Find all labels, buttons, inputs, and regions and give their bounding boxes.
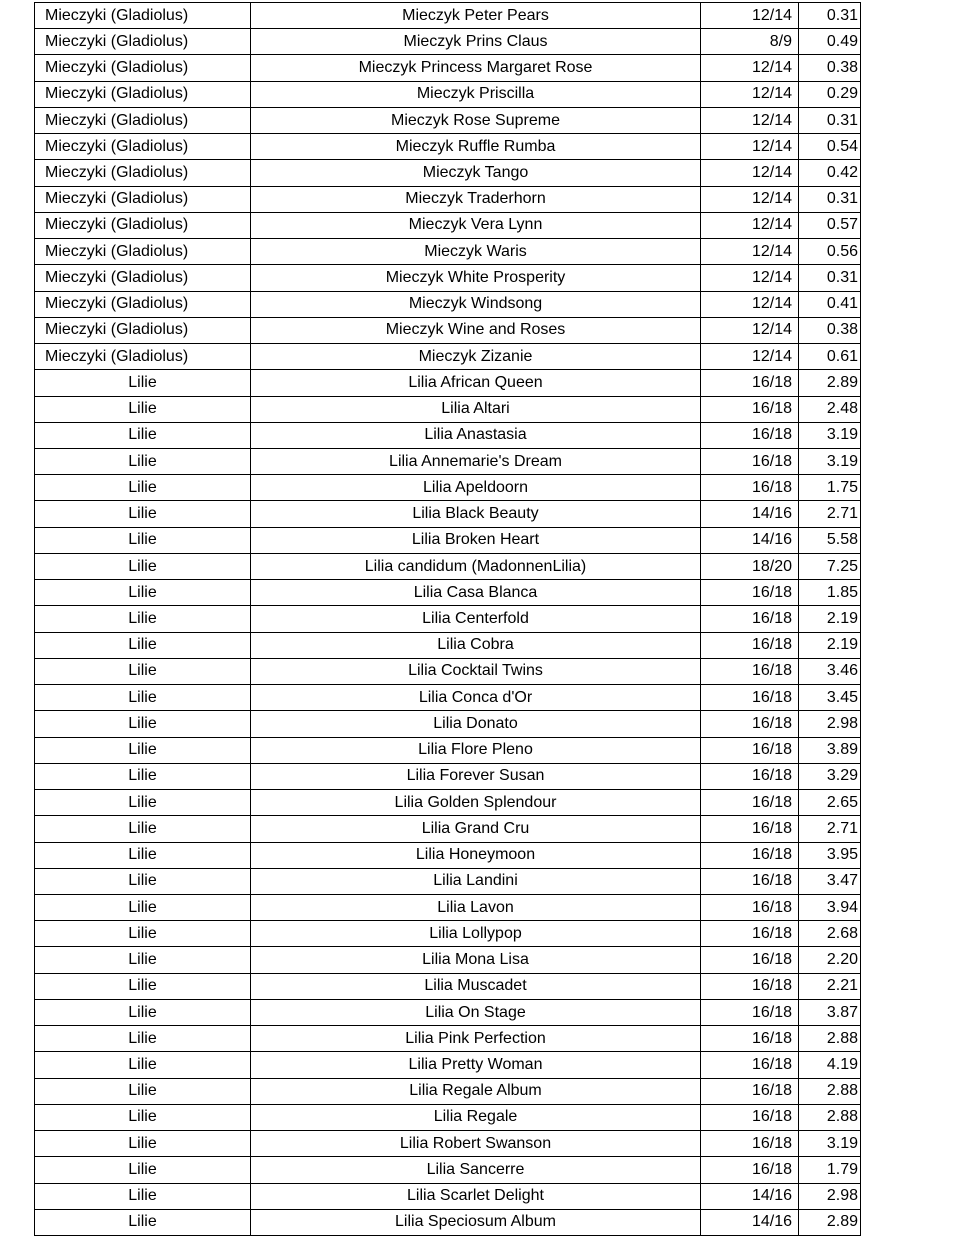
bulb-size-cell: 12/14	[701, 317, 799, 343]
table-row	[35, 816, 861, 842]
table-row	[35, 55, 861, 81]
category-cell: Lilie	[35, 842, 251, 868]
category-cell: Lilie	[35, 790, 251, 816]
price-cell: 4.19	[799, 1052, 861, 1078]
table-row	[35, 370, 861, 396]
variety-name-cell: Mieczyk Peter Pears	[251, 3, 701, 29]
price-cell: 2.20	[799, 947, 861, 973]
price-cell: 3.47	[799, 868, 861, 894]
bulb-size-cell: 16/18	[701, 842, 799, 868]
table-row	[35, 711, 861, 737]
table-row	[35, 422, 861, 448]
table-row	[35, 868, 861, 894]
category-cell: Lilie	[35, 1131, 251, 1157]
price-cell: 3.19	[799, 422, 861, 448]
price-cell: 2.89	[799, 370, 861, 396]
variety-name-cell: Lilia Grand Cru	[251, 816, 701, 842]
table-row	[35, 1157, 861, 1183]
price-cell: 2.68	[799, 921, 861, 947]
category-cell: Lilie	[35, 685, 251, 711]
table-row	[35, 501, 861, 527]
category-cell: Lilie	[35, 1026, 251, 1052]
variety-name-cell: Lilia Flore Pleno	[251, 737, 701, 763]
variety-name-cell: Lilia African Queen	[251, 370, 701, 396]
table-row	[35, 580, 861, 606]
bulb-size-cell: 16/18	[701, 1078, 799, 1104]
price-cell: 0.42	[799, 160, 861, 186]
price-cell: 2.21	[799, 973, 861, 999]
bulb-size-cell: 16/18	[701, 1131, 799, 1157]
category-cell: Lilie	[35, 606, 251, 632]
price-cell: 0.31	[799, 186, 861, 212]
price-cell: 0.31	[799, 3, 861, 29]
variety-name-cell: Lilia Forever Susan	[251, 763, 701, 789]
variety-name-cell: Lilia Donato	[251, 711, 701, 737]
table-row	[35, 921, 861, 947]
category-cell: Lilie	[35, 711, 251, 737]
category-cell: Lilie	[35, 527, 251, 553]
category-cell: Lilie	[35, 475, 251, 501]
table-row	[35, 1209, 861, 1235]
price-cell: 7.25	[799, 553, 861, 579]
variety-name-cell: Mieczyk Rose Supreme	[251, 107, 701, 133]
table-row	[35, 134, 861, 160]
bulb-size-cell: 16/18	[701, 737, 799, 763]
bulb-size-cell: 16/18	[701, 580, 799, 606]
price-cell: 2.88	[799, 1026, 861, 1052]
table-row	[35, 1104, 861, 1130]
table-row	[35, 291, 861, 317]
category-cell: Lilie	[35, 396, 251, 422]
price-cell: 0.41	[799, 291, 861, 317]
price-cell: 3.45	[799, 685, 861, 711]
price-cell: 0.61	[799, 344, 861, 370]
price-cell: 0.38	[799, 317, 861, 343]
bulb-size-cell: 14/16	[701, 1209, 799, 1235]
price-cell: 2.65	[799, 790, 861, 816]
price-cell: 2.88	[799, 1104, 861, 1130]
variety-name-cell: Lilia Lollypop	[251, 921, 701, 947]
price-cell: 0.54	[799, 134, 861, 160]
variety-name-cell: Lilia Lavon	[251, 894, 701, 920]
table-row	[35, 947, 861, 973]
price-cell: 1.79	[799, 1157, 861, 1183]
variety-name-cell: Lilia Honeymoon	[251, 842, 701, 868]
bulb-size-cell: 16/18	[701, 632, 799, 658]
bulb-size-cell: 16/18	[701, 921, 799, 947]
variety-name-cell: Lilia Regale Album	[251, 1078, 701, 1104]
table-row	[35, 107, 861, 133]
table-row	[35, 527, 861, 553]
table-row	[35, 1078, 861, 1104]
table-row	[35, 632, 861, 658]
table-row	[35, 265, 861, 291]
price-cell: 2.98	[799, 1183, 861, 1209]
bulb-size-cell: 16/18	[701, 973, 799, 999]
category-cell: Lilie	[35, 868, 251, 894]
category-cell: Lilie	[35, 1104, 251, 1130]
category-cell: Mieczyki (Gladiolus)	[35, 344, 251, 370]
variety-name-cell: Lilia Cocktail Twins	[251, 658, 701, 684]
bulb-size-cell: 18/20	[701, 553, 799, 579]
price-cell: 0.31	[799, 107, 861, 133]
table-row	[35, 475, 861, 501]
price-cell: 2.89	[799, 1209, 861, 1235]
category-cell: Mieczyki (Gladiolus)	[35, 107, 251, 133]
table-row	[35, 763, 861, 789]
table-row	[35, 1052, 861, 1078]
table-row	[35, 973, 861, 999]
price-cell: 0.38	[799, 55, 861, 81]
category-cell: Lilie	[35, 894, 251, 920]
variety-name-cell: Lilia Anastasia	[251, 422, 701, 448]
bulb-size-cell: 16/18	[701, 894, 799, 920]
bulb-size-cell: 16/18	[701, 999, 799, 1025]
table-row	[35, 3, 861, 29]
bulb-size-cell: 12/14	[701, 239, 799, 265]
price-cell: 3.46	[799, 658, 861, 684]
price-cell: 2.71	[799, 816, 861, 842]
price-cell: 3.19	[799, 448, 861, 474]
price-cell: 3.95	[799, 842, 861, 868]
category-cell: Lilie	[35, 816, 251, 842]
category-cell: Lilie	[35, 921, 251, 947]
price-cell: 0.49	[799, 29, 861, 55]
bulb-size-cell: 16/18	[701, 790, 799, 816]
category-cell: Lilie	[35, 973, 251, 999]
category-cell: Mieczyki (Gladiolus)	[35, 55, 251, 81]
bulb-size-cell: 12/14	[701, 55, 799, 81]
bulb-size-cell: 12/14	[701, 265, 799, 291]
variety-name-cell: Mieczyk Zizanie	[251, 344, 701, 370]
table-row	[35, 606, 861, 632]
category-cell: Mieczyki (Gladiolus)	[35, 134, 251, 160]
bulb-size-cell: 16/18	[701, 711, 799, 737]
variety-name-cell: Lilia On Stage	[251, 999, 701, 1025]
variety-name-cell: Mieczyk Princess Margaret Rose	[251, 55, 701, 81]
bulb-size-cell: 16/18	[701, 606, 799, 632]
price-cell: 2.88	[799, 1078, 861, 1104]
variety-name-cell: Lilia Broken Heart	[251, 527, 701, 553]
variety-name-cell: Lilia Golden Splendour	[251, 790, 701, 816]
bulb-size-cell: 16/18	[701, 1052, 799, 1078]
price-list-sheet	[34, 2, 860, 1236]
category-cell: Mieczyki (Gladiolus)	[35, 265, 251, 291]
table-row	[35, 790, 861, 816]
price-list-table	[34, 2, 861, 1236]
variety-name-cell: Mieczyk White Prosperity	[251, 265, 701, 291]
bulb-size-cell: 16/18	[701, 947, 799, 973]
table-row	[35, 999, 861, 1025]
table-row	[35, 658, 861, 684]
table-row	[35, 842, 861, 868]
bulb-size-cell: 12/14	[701, 81, 799, 107]
price-cell: 0.29	[799, 81, 861, 107]
price-cell: 5.58	[799, 527, 861, 553]
variety-name-cell: Lilia Pretty Woman	[251, 1052, 701, 1078]
variety-name-cell: Lilia candidum (MadonnenLilia)	[251, 553, 701, 579]
category-cell: Lilie	[35, 658, 251, 684]
table-row	[35, 894, 861, 920]
table-row	[35, 1026, 861, 1052]
table-row	[35, 212, 861, 238]
price-cell: 0.56	[799, 239, 861, 265]
price-cell: 2.19	[799, 606, 861, 632]
bulb-size-cell: 14/16	[701, 1183, 799, 1209]
category-cell: Mieczyki (Gladiolus)	[35, 239, 251, 265]
bulb-size-cell: 12/14	[701, 160, 799, 186]
bulb-size-cell: 12/14	[701, 212, 799, 238]
category-cell: Lilie	[35, 1209, 251, 1235]
category-cell: Mieczyki (Gladiolus)	[35, 291, 251, 317]
variety-name-cell: Lilia Cobra	[251, 632, 701, 658]
variety-name-cell: Mieczyk Windsong	[251, 291, 701, 317]
variety-name-cell: Mieczyk Vera Lynn	[251, 212, 701, 238]
table-row	[35, 685, 861, 711]
category-cell: Lilie	[35, 370, 251, 396]
variety-name-cell: Lilia Robert Swanson	[251, 1131, 701, 1157]
price-cell: 3.89	[799, 737, 861, 763]
bulb-size-cell: 16/18	[701, 422, 799, 448]
bulb-size-cell: 16/18	[701, 658, 799, 684]
variety-name-cell: Lilia Black Beauty	[251, 501, 701, 527]
price-cell: 3.94	[799, 894, 861, 920]
category-cell: Mieczyki (Gladiolus)	[35, 317, 251, 343]
bulb-size-cell: 12/14	[701, 186, 799, 212]
bulb-size-cell: 16/18	[701, 763, 799, 789]
table-row	[35, 448, 861, 474]
category-cell: Lilie	[35, 1157, 251, 1183]
bulb-size-cell: 16/18	[701, 1026, 799, 1052]
variety-name-cell: Lilia Annemarie's Dream	[251, 448, 701, 474]
category-cell: Lilie	[35, 1078, 251, 1104]
category-cell: Mieczyki (Gladiolus)	[35, 81, 251, 107]
variety-name-cell: Lilia Casa Blanca	[251, 580, 701, 606]
variety-name-cell: Lilia Scarlet Delight	[251, 1183, 701, 1209]
category-cell: Lilie	[35, 501, 251, 527]
price-cell: 3.19	[799, 1131, 861, 1157]
variety-name-cell: Mieczyk Ruffle Rumba	[251, 134, 701, 160]
table-row	[35, 29, 861, 55]
category-cell: Lilie	[35, 947, 251, 973]
price-cell: 2.98	[799, 711, 861, 737]
bulb-size-cell: 8/9	[701, 29, 799, 55]
bulb-size-cell: 12/14	[701, 3, 799, 29]
price-cell: 1.85	[799, 580, 861, 606]
variety-name-cell: Lilia Muscadet	[251, 973, 701, 999]
bulb-size-cell: 12/14	[701, 291, 799, 317]
bulb-size-cell: 16/18	[701, 1157, 799, 1183]
category-cell: Lilie	[35, 999, 251, 1025]
category-cell: Lilie	[35, 1052, 251, 1078]
bulb-size-cell: 16/18	[701, 370, 799, 396]
variety-name-cell: Lilia Apeldoorn	[251, 475, 701, 501]
bulb-size-cell: 14/16	[701, 501, 799, 527]
category-cell: Lilie	[35, 1183, 251, 1209]
variety-name-cell: Lilia Pink Perfection	[251, 1026, 701, 1052]
table-row	[35, 81, 861, 107]
category-cell: Lilie	[35, 553, 251, 579]
category-cell: Lilie	[35, 632, 251, 658]
variety-name-cell: Lilia Landini	[251, 868, 701, 894]
variety-name-cell: Mieczyk Tango	[251, 160, 701, 186]
bulb-size-cell: 16/18	[701, 685, 799, 711]
price-cell: 1.75	[799, 475, 861, 501]
bulb-size-cell: 16/18	[701, 396, 799, 422]
variety-name-cell: Lilia Regale	[251, 1104, 701, 1130]
price-cell: 2.71	[799, 501, 861, 527]
variety-name-cell: Lilia Speciosum Album	[251, 1209, 701, 1235]
table-row	[35, 1131, 861, 1157]
variety-name-cell: Lilia Centerfold	[251, 606, 701, 632]
variety-name-cell: Mieczyk Prins Claus	[251, 29, 701, 55]
variety-name-cell: Mieczyk Wine and Roses	[251, 317, 701, 343]
category-cell: Lilie	[35, 448, 251, 474]
bulb-size-cell: 16/18	[701, 1104, 799, 1130]
category-cell: Mieczyki (Gladiolus)	[35, 3, 251, 29]
price-cell: 3.29	[799, 763, 861, 789]
category-cell: Mieczyki (Gladiolus)	[35, 160, 251, 186]
category-cell: Mieczyki (Gladiolus)	[35, 212, 251, 238]
bulb-size-cell: 16/18	[701, 868, 799, 894]
price-cell: 0.31	[799, 265, 861, 291]
bulb-size-cell: 12/14	[701, 134, 799, 160]
category-cell: Lilie	[35, 763, 251, 789]
variety-name-cell: Lilia Mona Lisa	[251, 947, 701, 973]
table-row	[35, 737, 861, 763]
category-cell: Lilie	[35, 580, 251, 606]
price-cell: 0.57	[799, 212, 861, 238]
table-row	[35, 553, 861, 579]
table-row	[35, 1183, 861, 1209]
bulb-size-cell: 16/18	[701, 475, 799, 501]
variety-name-cell: Mieczyk Traderhorn	[251, 186, 701, 212]
table-row	[35, 186, 861, 212]
bulb-size-cell: 16/18	[701, 816, 799, 842]
category-cell: Lilie	[35, 737, 251, 763]
table-row	[35, 160, 861, 186]
variety-name-cell: Lilia Sancerre	[251, 1157, 701, 1183]
table-row	[35, 317, 861, 343]
category-cell: Lilie	[35, 422, 251, 448]
price-cell: 3.87	[799, 999, 861, 1025]
variety-name-cell: Lilia Altari	[251, 396, 701, 422]
bulb-size-cell: 16/18	[701, 448, 799, 474]
table-row	[35, 239, 861, 265]
table-row	[35, 344, 861, 370]
variety-name-cell: Mieczyk Waris	[251, 239, 701, 265]
table-row	[35, 396, 861, 422]
bulb-size-cell: 14/16	[701, 527, 799, 553]
bulb-size-cell: 12/14	[701, 107, 799, 133]
category-cell: Mieczyki (Gladiolus)	[35, 186, 251, 212]
category-cell: Mieczyki (Gladiolus)	[35, 29, 251, 55]
price-cell: 2.19	[799, 632, 861, 658]
price-list-body	[35, 3, 861, 1236]
bulb-size-cell: 12/14	[701, 344, 799, 370]
variety-name-cell: Mieczyk Priscilla	[251, 81, 701, 107]
price-cell: 2.48	[799, 396, 861, 422]
variety-name-cell: Lilia Conca d'Or	[251, 685, 701, 711]
